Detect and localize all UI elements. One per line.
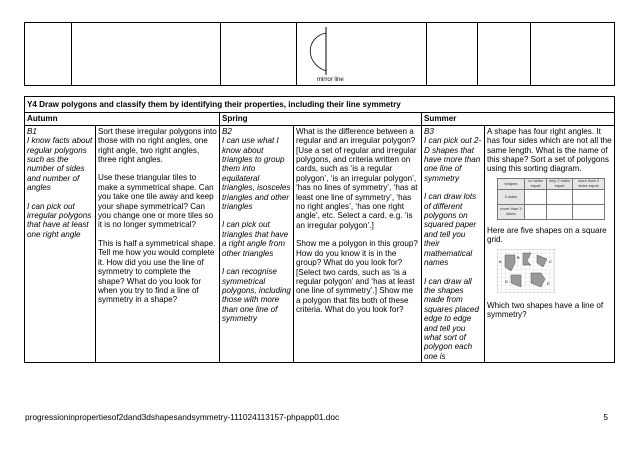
top-table [24,22,615,86]
sort-header: more than 2 sides equal [572,178,604,189]
activity: Here are five shapes on a square grid. [487,225,607,245]
sort-cell [524,189,546,204]
objective: I know facts about regular polygons such as the number of sides and number of angles [27,136,93,193]
grid-label: B [517,254,520,260]
grid-label: C [549,258,552,264]
activity: Sort these irregular polygons into those with no right angles, one right angle, two right angles, three right angles. [98,126,217,165]
page-number: 5 [603,412,608,422]
activity: Which two shapes have a line of symmetry? [487,301,604,320]
sort-cell [547,204,573,219]
top-cell [531,23,615,86]
summer-objectives [422,125,485,362]
table-title: Y4 Draw polygons and classify them by identifying their properties, including their line symmetry [25,97,615,113]
top-cell [478,23,531,86]
sorting-diagram [497,178,605,220]
sort-cell [572,204,604,219]
unit-code: B2 [222,126,232,136]
sort-cell [572,189,604,204]
autumn-activities [96,125,220,362]
activity: Use these triangular tiles to make a symmetrical shape. Can you take one tile away and keep your shape symmetrical? Can you change one or more tiles so it is no longer symmetrical? [98,173,214,230]
season-summer: Summer [422,113,615,125]
activity: Show me a polygon in this group? How do you know it is in the group? What do you look for? [Select two cards, such as ‘is a regular polygon’ and ‘has at least one line of symmetry’.] Show me a polygon that fits both of these criteria. What do you look for? [296,239,418,315]
grid-label: D [505,278,508,284]
mirror-line-label: mirror line [317,77,344,83]
objective: I can pick out irregular polygons that have at least one right angle [27,201,92,239]
objective: I can pick out 2-D shapes that have more than one line of symmetry [424,136,482,183]
activity: A shape has four right angles. It has four sides which are not all the same length. What is the name of this shape? Sort a set of polygons using this sorting diagram. [487,126,612,174]
autumn-objectives [25,125,96,362]
sort-header: no sides equal [524,178,546,189]
activity: What is the difference between a regular and an irregular polygon? [Use a set of regular and irregular polygons, and criteria written on cards, such as ‘is a regular polygon’, ‘is an irregular polygon’, ‘has no lines of symmetry’, ‘has at least one line of symmetry’, ‘has no right angles’, ‘has one right angle’, etc. Select a card, e.g. ‘is an irregular polygon’.] [296,126,418,230]
sort-cell [547,189,573,204]
grid-label: E [547,280,550,286]
spring-objectives [220,125,294,362]
half-shape-figure [302,25,362,81]
objective: I can pick out triangles that have a right angle from other triangles [222,220,289,258]
sort-header: only 2 sides equal [547,178,573,189]
top-cell [25,23,72,86]
sort-row-label: 3 sides [498,189,525,204]
sort-header: shapes [498,178,525,189]
summer-activities [485,125,615,362]
top-cell [427,23,478,86]
objective: I can draw lots of different polygons on squared paper and tell you their mathematical names [424,192,477,268]
season-spring: Spring [220,113,422,125]
shapes-grid-figure [497,249,555,293]
sort-cell [524,204,546,219]
top-cell [221,23,297,86]
activity: This is half a symmetrical shape. Tell me how you would complete it. How did you use the line of symmetry to complete the shape? What do you look for when you try to find a line of symmetry in a shape? [98,238,216,305]
spring-activities [294,125,422,362]
unit-code: B1 [27,126,37,136]
objective: I can recognise symmetrical polygons, including those with more than one line of symmetry [222,267,291,324]
objective: I can draw all the shapes made from squares placed edge to edge and tell you what sort of polygon each one is [424,276,479,361]
season-autumn: Autumn [25,113,220,125]
sort-row-label: more than 3 sides [498,204,525,219]
footer-filename: progressioninpropertiesof2dand3dshapesandsymmetry-111024113157-phpapp01.doc [25,412,340,422]
main-table [24,96,615,363]
objective: I can use what I know about triangles to group them into equilateral triangles, isosceles triangles and other triangles [222,136,291,212]
unit-code: B3 [424,126,434,136]
mirror-cell [297,23,427,86]
top-cell [72,23,221,86]
grid-label: A [499,258,502,264]
